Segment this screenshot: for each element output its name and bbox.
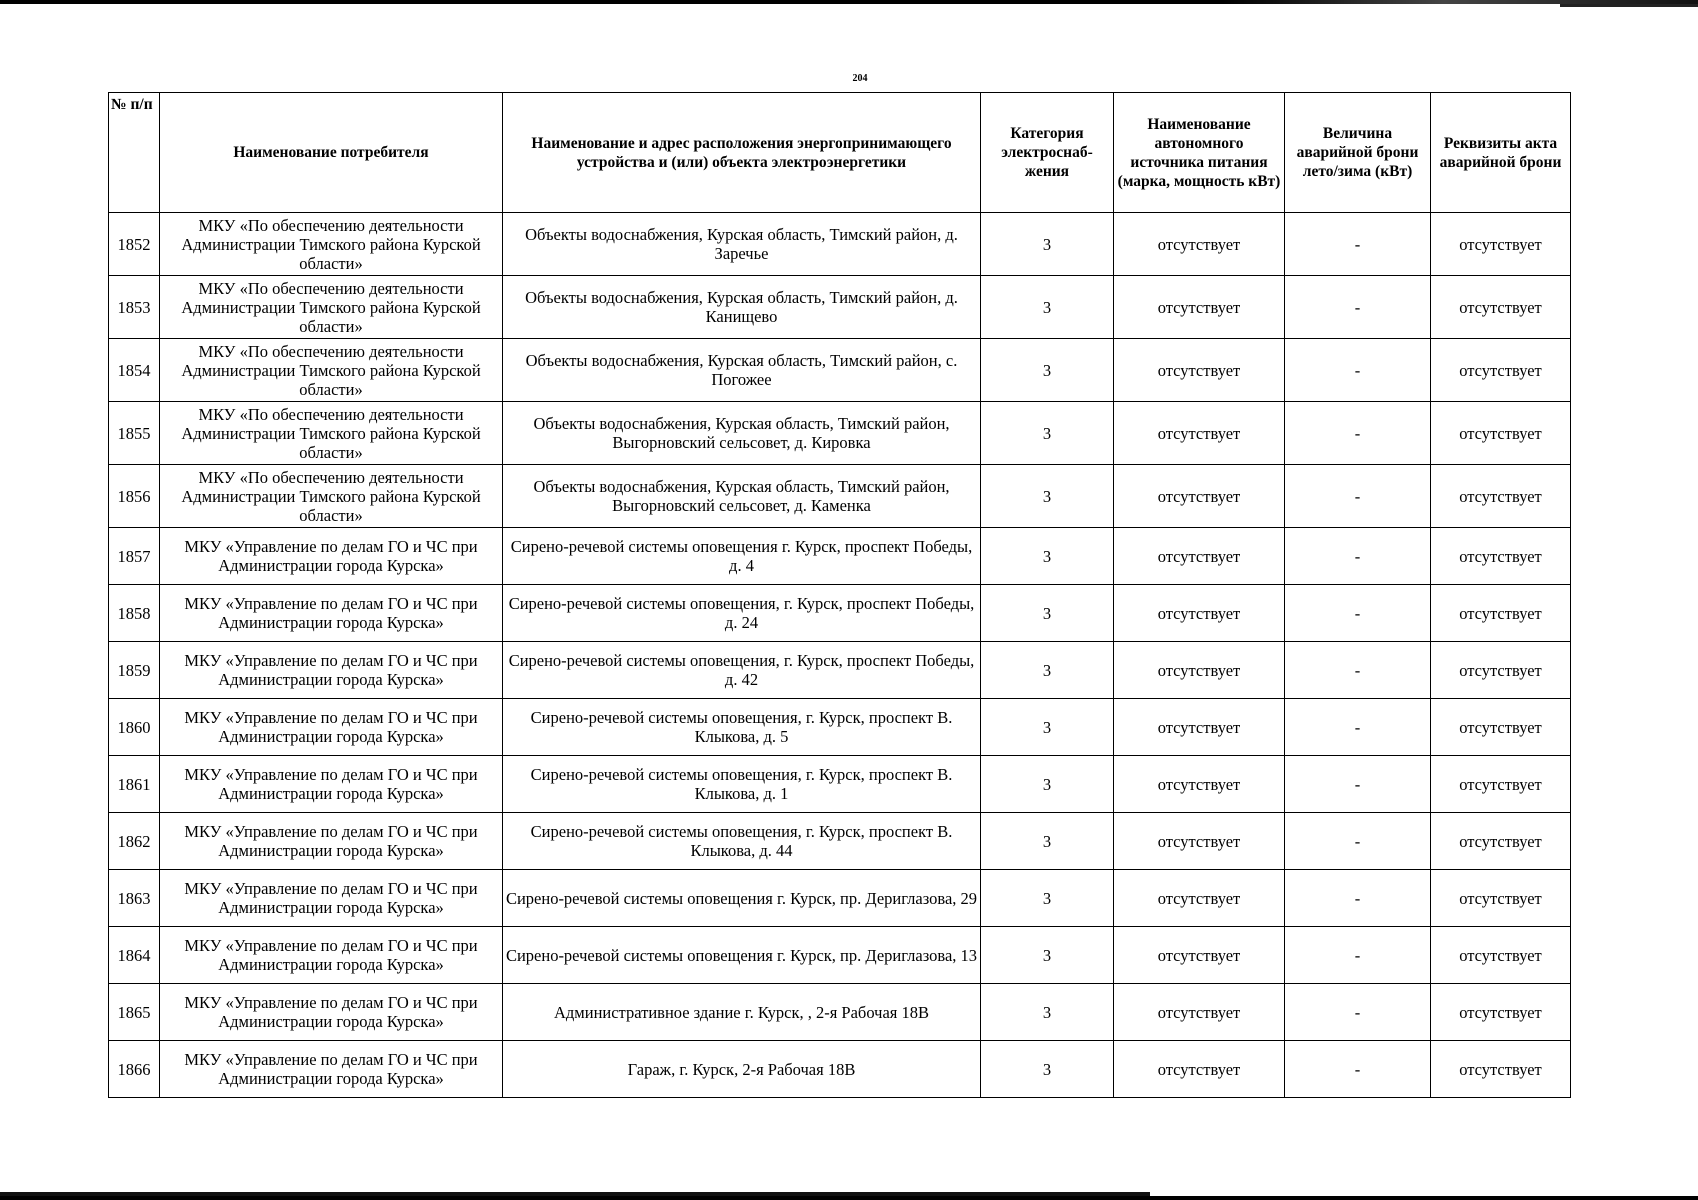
cell-num: 1858: [109, 585, 160, 642]
cell-num: 1860: [109, 699, 160, 756]
cell-object: Объекты водоснабжения, Курская область, Тимский район, д. Заречье: [503, 213, 981, 276]
cell-object: Сирено-речевой системы оповещения, г. Курск, проспект Победы, д. 42: [503, 642, 981, 699]
cell-reserve: -: [1285, 213, 1431, 276]
cell-object: Сирено-речевой системы оповещения г. Курск, пр. Дериглазова, 29: [503, 870, 981, 927]
table-body: [109, 213, 1571, 1098]
cell-category: 3: [981, 585, 1114, 642]
cell-object: Гараж, г. Курск, 2-я Рабочая 18В: [503, 1041, 981, 1098]
cell-consumer: МКУ «По обеспечению деятельности Администрации Тимского района Курской области»: [160, 402, 503, 465]
header-source: Наименование автономного источника питания (марка, мощность кВт): [1114, 93, 1285, 213]
table-row: [109, 213, 1571, 276]
cell-source: отсутствует: [1114, 402, 1285, 465]
table-row: [109, 813, 1571, 870]
cell-reserve: -: [1285, 585, 1431, 642]
cell-object: Объекты водоснабжения, Курская область, Тимский район, Выгорновский сельсовет, д. Каменка: [503, 465, 981, 528]
cell-source: отсутствует: [1114, 465, 1285, 528]
cell-category: 3: [981, 339, 1114, 402]
table-row: [109, 339, 1571, 402]
cell-consumer: МКУ «По обеспечению деятельности Администрации Тимского района Курской области»: [160, 213, 503, 276]
cell-category: 3: [981, 699, 1114, 756]
cell-source: отсутствует: [1114, 1041, 1285, 1098]
cell-act: отсутствует: [1431, 528, 1571, 585]
cell-consumer: МКУ «По обеспечению деятельности Администрации Тимского района Курской области»: [160, 276, 503, 339]
cell-num: 1854: [109, 339, 160, 402]
cell-reserve: -: [1285, 402, 1431, 465]
cell-object: Объекты водоснабжения, Курская область, Тимский район, с. Погожее: [503, 339, 981, 402]
cell-num: 1856: [109, 465, 160, 528]
cell-source: отсутствует: [1114, 276, 1285, 339]
cell-category: 3: [981, 813, 1114, 870]
cell-num: 1855: [109, 402, 160, 465]
cell-act: отсутствует: [1431, 213, 1571, 276]
table-row: [109, 402, 1571, 465]
cell-object: Сирено-речевой системы оповещения, г. Курск, проспект Победы, д. 24: [503, 585, 981, 642]
cell-act: отсутствует: [1431, 1041, 1571, 1098]
cell-consumer: МКУ «Управление по делам ГО и ЧС при Администрации города Курска»: [160, 870, 503, 927]
cell-num: 1863: [109, 870, 160, 927]
header-object: Наименование и адрес расположения энергопринимающего устройства и (или) объекта электроэнергетики: [503, 93, 981, 213]
cell-category: 3: [981, 756, 1114, 813]
cell-source: отсутствует: [1114, 813, 1285, 870]
cell-num: 1862: [109, 813, 160, 870]
header-num: № п/п: [109, 93, 160, 213]
cell-reserve: -: [1285, 642, 1431, 699]
cell-num: 1866: [109, 1041, 160, 1098]
cell-reserve: -: [1285, 756, 1431, 813]
cell-category: 3: [981, 642, 1114, 699]
cell-reserve: -: [1285, 870, 1431, 927]
cell-category: 3: [981, 465, 1114, 528]
cell-category: 3: [981, 870, 1114, 927]
header-act: Реквизиты акта аварийной брони: [1431, 93, 1571, 213]
cell-act: отсутствует: [1431, 984, 1571, 1041]
cell-act: отсутствует: [1431, 870, 1571, 927]
cell-consumer: МКУ «По обеспечению деятельности Администрации Тимского района Курской области»: [160, 465, 503, 528]
cell-act: отсутствует: [1431, 276, 1571, 339]
page-number: 204: [852, 73, 868, 84]
table-row: [109, 465, 1571, 528]
cell-category: 3: [981, 927, 1114, 984]
table-row: [109, 585, 1571, 642]
cell-act: отсутствует: [1431, 927, 1571, 984]
cell-category: 3: [981, 213, 1114, 276]
table-row: [109, 1041, 1571, 1098]
cell-num: 1853: [109, 276, 160, 339]
cell-category: 3: [981, 276, 1114, 339]
header-category: Категория электроснаб-жения: [981, 93, 1114, 213]
table-row: [109, 984, 1571, 1041]
cell-num: 1857: [109, 528, 160, 585]
cell-object: Сирено-речевой системы оповещения, г. Курск, проспект В. Клыкова, д. 5: [503, 699, 981, 756]
table-row: [109, 642, 1571, 699]
cell-source: отсутствует: [1114, 699, 1285, 756]
cell-consumer: МКУ «Управление по делам ГО и ЧС при Администрации города Курска»: [160, 642, 503, 699]
cell-source: отсутствует: [1114, 756, 1285, 813]
cell-reserve: -: [1285, 276, 1431, 339]
cell-num: 1852: [109, 213, 160, 276]
cell-category: 3: [981, 402, 1114, 465]
cell-reserve: -: [1285, 339, 1431, 402]
cell-act: отсутствует: [1431, 756, 1571, 813]
cell-object: Объекты водоснабжения, Курская область, Тимский район, д. Канищево: [503, 276, 981, 339]
header-consumer: Наименование потребителя: [160, 93, 503, 213]
cell-consumer: МКУ «Управление по делам ГО и ЧС при Администрации города Курска»: [160, 585, 503, 642]
scan-edge-bottom: [0, 1196, 1698, 1200]
cell-consumer: МКУ «Управление по делам ГО и ЧС при Администрации города Курска»: [160, 756, 503, 813]
table-row: [109, 276, 1571, 339]
cell-num: 1865: [109, 984, 160, 1041]
cell-act: отсутствует: [1431, 402, 1571, 465]
cell-consumer: МКУ «Управление по делам ГО и ЧС при Администрации города Курска»: [160, 1041, 503, 1098]
scan-edge-top: [0, 0, 1698, 4]
cell-reserve: -: [1285, 927, 1431, 984]
cell-object: Административное здание г. Курск, , 2-я Рабочая 18В: [503, 984, 981, 1041]
cell-object: Сирено-речевой системы оповещения г. Курск, проспект Победы, д. 4: [503, 528, 981, 585]
cell-reserve: -: [1285, 699, 1431, 756]
scan-edge-top-right: [1560, 4, 1698, 7]
cell-category: 3: [981, 984, 1114, 1041]
cell-act: отсутствует: [1431, 642, 1571, 699]
cell-num: 1864: [109, 927, 160, 984]
cell-consumer: МКУ «Управление по делам ГО и ЧС при Администрации города Курска»: [160, 984, 503, 1041]
cell-reserve: -: [1285, 528, 1431, 585]
cell-category: 3: [981, 528, 1114, 585]
cell-consumer: МКУ «Управление по делам ГО и ЧС при Администрации города Курска»: [160, 927, 503, 984]
cell-reserve: -: [1285, 984, 1431, 1041]
cell-consumer: МКУ «Управление по делам ГО и ЧС при Администрации города Курска»: [160, 699, 503, 756]
table-row: [109, 699, 1571, 756]
header-reserve: Величина аварийной брони лето/зима (кВт): [1285, 93, 1431, 213]
table-row: [109, 528, 1571, 585]
cell-act: отсутствует: [1431, 585, 1571, 642]
cell-act: отсутствует: [1431, 813, 1571, 870]
table-row: [109, 870, 1571, 927]
cell-category: 3: [981, 1041, 1114, 1098]
cell-act: отсутствует: [1431, 339, 1571, 402]
cell-source: отсутствует: [1114, 528, 1285, 585]
table-row: [109, 927, 1571, 984]
cell-object: Сирено-речевой системы оповещения, г. Курск, проспект В. Клыкова, д. 1: [503, 756, 981, 813]
cell-consumer: МКУ «Управление по делам ГО и ЧС при Администрации города Курска»: [160, 528, 503, 585]
header-row: [109, 93, 1571, 213]
cell-source: отсутствует: [1114, 339, 1285, 402]
reserve-table: [108, 92, 1571, 1098]
cell-source: отсутствует: [1114, 642, 1285, 699]
cell-reserve: -: [1285, 465, 1431, 528]
cell-object: Сирено-речевой системы оповещения, г. Курск, проспект В. Клыкова, д. 44: [503, 813, 981, 870]
cell-consumer: МКУ «По обеспечению деятельности Администрации Тимского района Курской области»: [160, 339, 503, 402]
cell-object: Объекты водоснабжения, Курская область, Тимский район, Выгорновский сельсовет, д. Кировка: [503, 402, 981, 465]
cell-source: отсутствует: [1114, 213, 1285, 276]
cell-consumer: МКУ «Управление по делам ГО и ЧС при Администрации города Курска»: [160, 813, 503, 870]
cell-num: 1861: [109, 756, 160, 813]
cell-source: отсутствует: [1114, 927, 1285, 984]
cell-source: отсутствует: [1114, 870, 1285, 927]
cell-source: отсутствует: [1114, 585, 1285, 642]
cell-reserve: -: [1285, 813, 1431, 870]
cell-act: отсутствует: [1431, 465, 1571, 528]
cell-object: Сирено-речевой системы оповещения г. Курск, пр. Дериглазова, 13: [503, 927, 981, 984]
table-row: [109, 756, 1571, 813]
cell-act: отсутствует: [1431, 699, 1571, 756]
cell-num: 1859: [109, 642, 160, 699]
cell-reserve: -: [1285, 1041, 1431, 1098]
cell-source: отсутствует: [1114, 984, 1285, 1041]
